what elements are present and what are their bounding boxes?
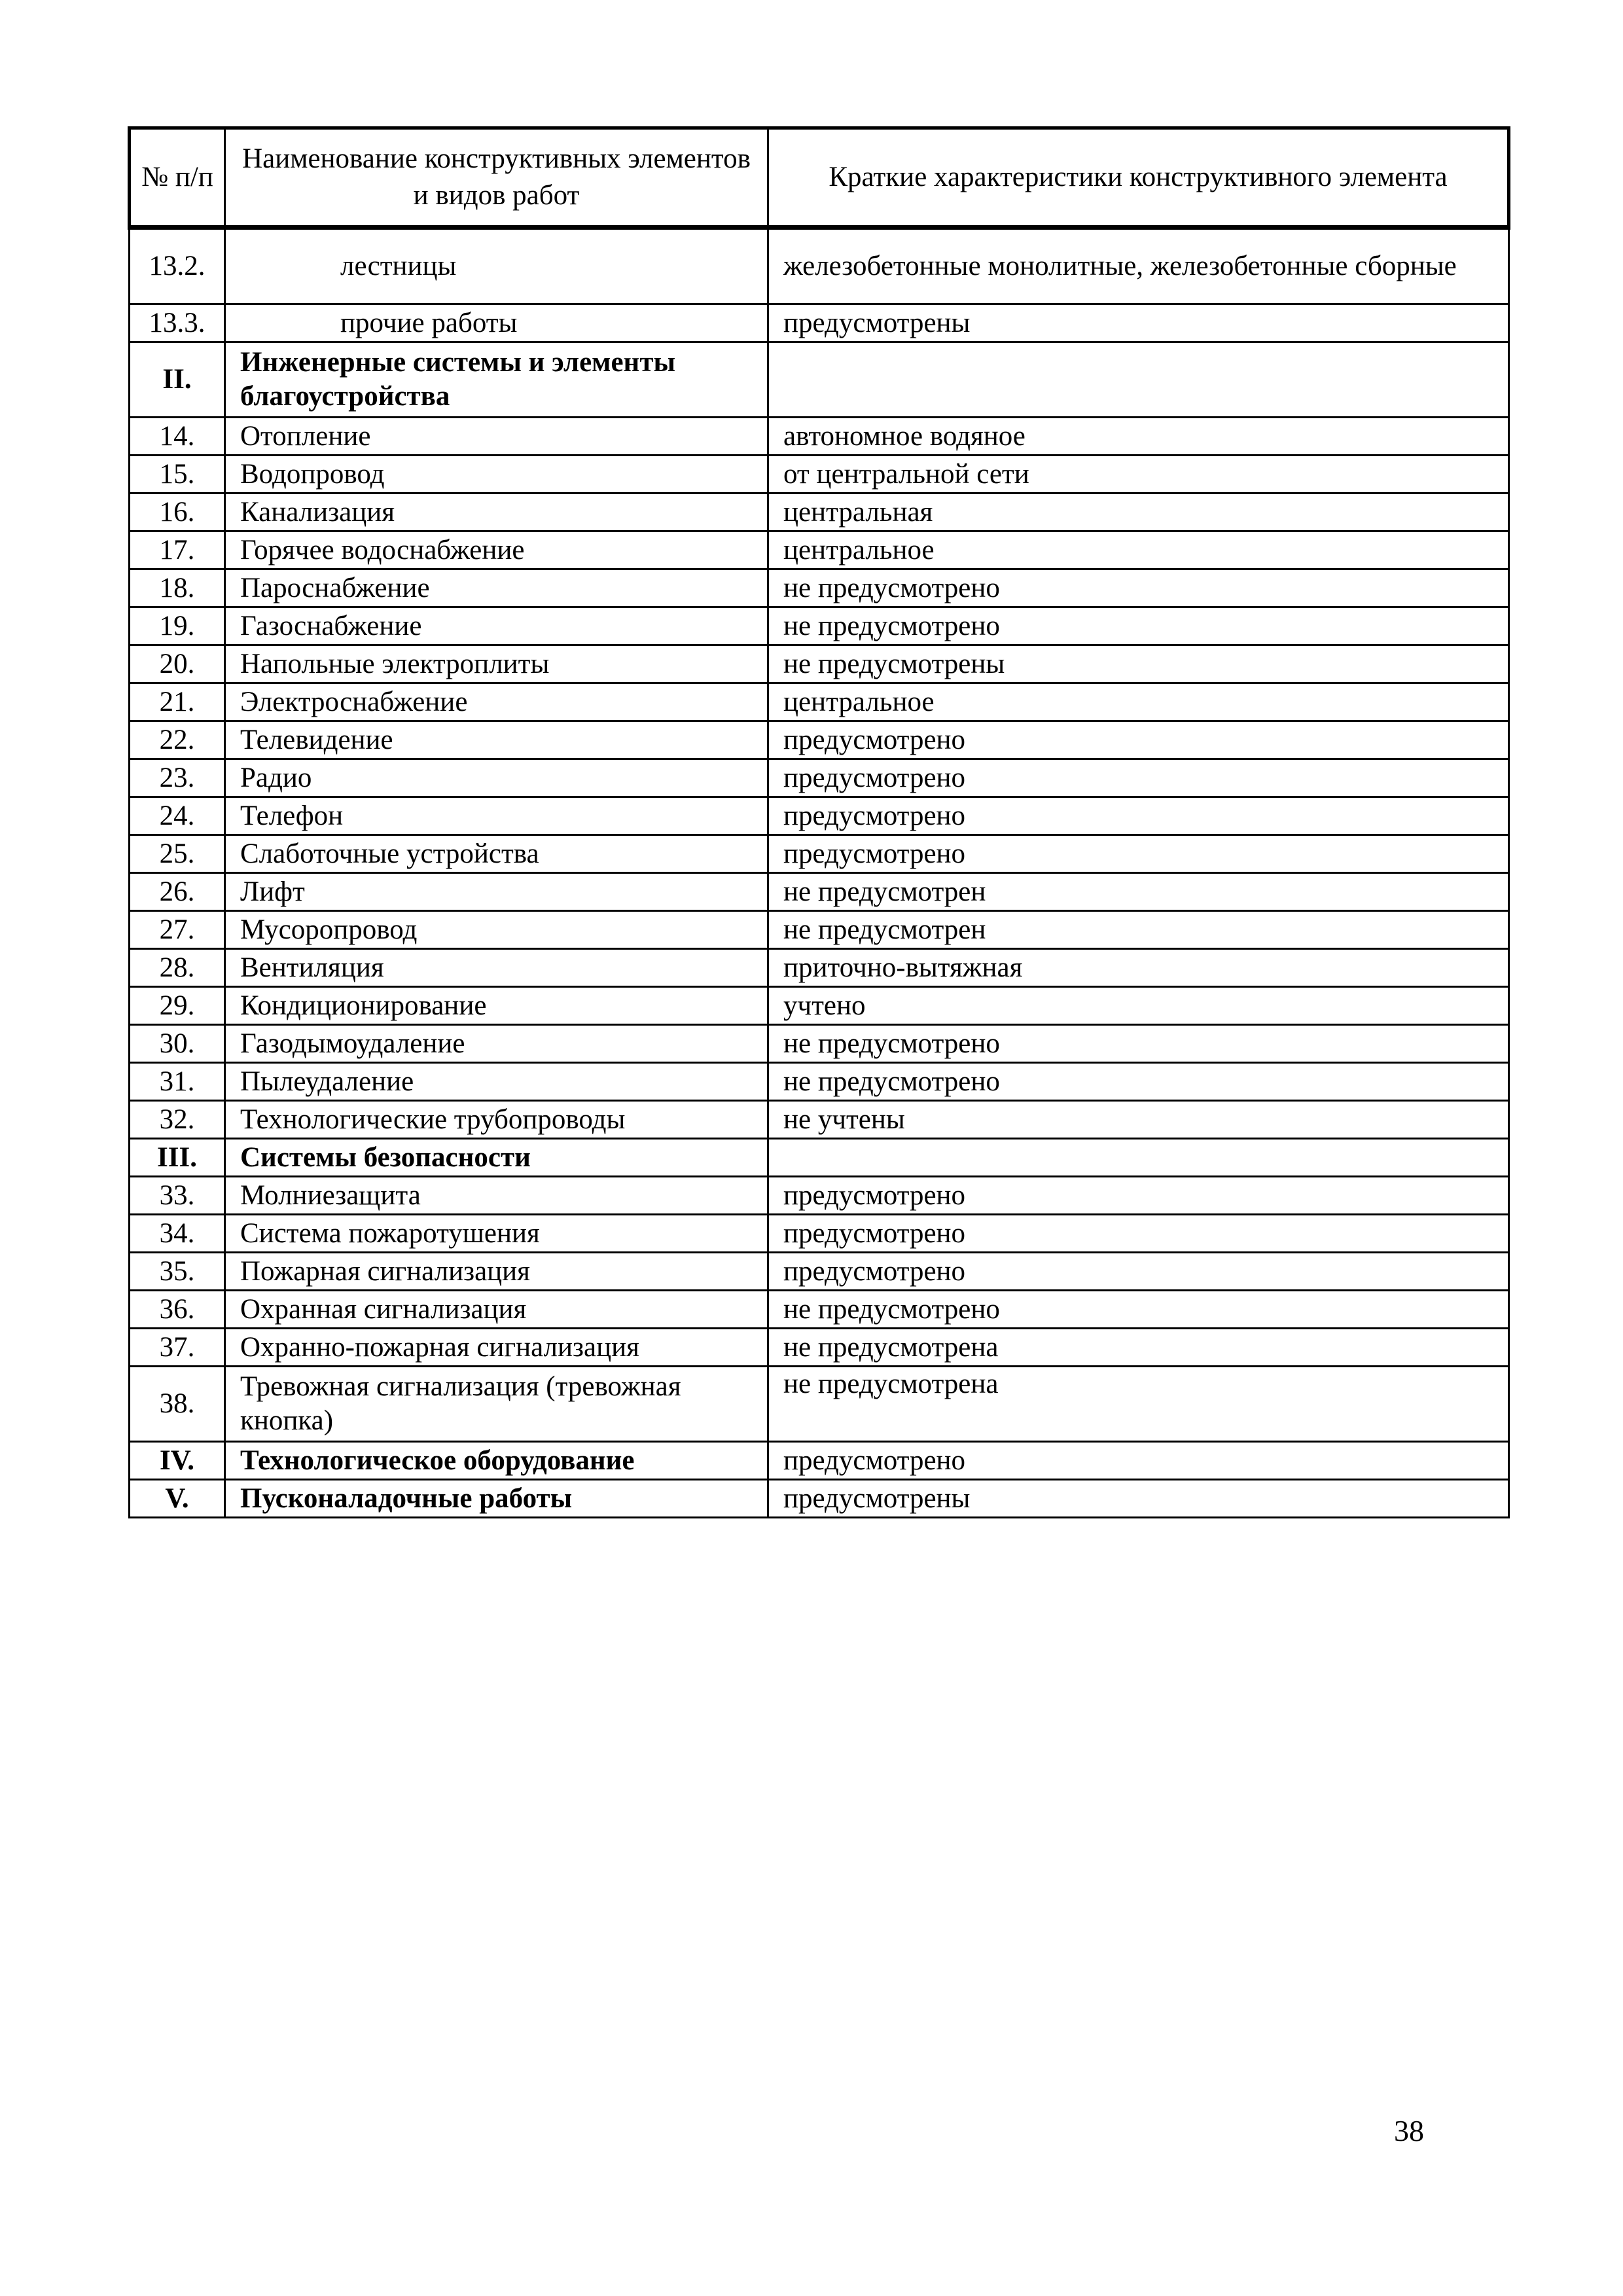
row-number: 22. [130,721,225,759]
section-number: III. [130,1139,225,1177]
table-row [130,531,1509,569]
table-row [130,873,1509,911]
row-characteristics: не предусмотрено [768,1025,1509,1063]
row-number: 31. [130,1063,225,1101]
row-number: 23. [130,759,225,797]
row-number: 26. [130,873,225,911]
table-row [130,1063,1509,1101]
section-row-commissioning-works [130,1480,1509,1518]
row-characteristics: не предусмотрено [768,1291,1509,1329]
row-number: 30. [130,1025,225,1063]
row-number: 27. [130,911,225,949]
row-number: 13.2. [130,228,225,304]
section-characteristics [768,342,1509,418]
row-characteristics: не предусмотрен [768,873,1509,911]
row-number: 38. [130,1367,225,1442]
row-element-name: Телевидение [225,721,768,759]
row-number: 35. [130,1253,225,1291]
header-number: № п/п [130,128,225,228]
row-characteristics: железобетонные монолитные, железобетонные сборные [768,228,1509,304]
section-row-security-systems [130,1139,1509,1177]
row-element-name: Пожарная сигнализация [225,1253,768,1291]
row-element-name: Канализация [225,493,768,531]
row-number: 18. [130,569,225,607]
row-element-name: Вентиляция [225,949,768,987]
section-row-engineering-systems [130,342,1509,418]
row-characteristics: учтено [768,987,1509,1025]
table-row [130,911,1509,949]
row-element-name: Слаботочные устройства [225,835,768,873]
row-element-name: Электроснабжение [225,683,768,721]
table-row [130,1367,1509,1442]
row-element-name: Охранная сигнализация [225,1291,768,1329]
section-characteristics: предусмотрено [768,1442,1509,1480]
row-number: 37. [130,1329,225,1367]
row-characteristics: предусмотрены [768,304,1509,342]
section-row-technological-equipment [130,1442,1509,1480]
row-number: 34. [130,1215,225,1253]
row-element-name: Лифт [225,873,768,911]
row-number: 13.3. [130,304,225,342]
table-row [130,645,1509,683]
table-row [130,1177,1509,1215]
table-row [130,228,1509,304]
row-element-name: Система пожаротушения [225,1215,768,1253]
row-number: 16. [130,493,225,531]
row-element-name: Тревожная сигнализация (тревожная кнопка) [225,1367,768,1442]
row-number: 32. [130,1101,225,1139]
section-title: Технологическое оборудование [225,1442,768,1480]
row-number: 24. [130,797,225,835]
row-element-name: лестницы [225,228,768,304]
row-characteristics: не предусмотрено [768,1063,1509,1101]
row-characteristics: не предусмотрено [768,607,1509,645]
row-element-name: Газодымоудаление [225,1025,768,1063]
row-number: 14. [130,418,225,456]
table-row [130,1215,1509,1253]
row-number: 21. [130,683,225,721]
table-row [130,1253,1509,1291]
table-row [130,569,1509,607]
row-number: 36. [130,1291,225,1329]
row-characteristics: не предусмотрена [768,1329,1509,1367]
header-characteristics: Краткие характеристики конструктивного элемента [768,128,1509,228]
row-characteristics: предусмотрено [768,797,1509,835]
table-row [130,835,1509,873]
row-number: 20. [130,645,225,683]
row-element-name: Охранно-пожарная сигнализация [225,1329,768,1367]
row-element-name: Радио [225,759,768,797]
row-number: 19. [130,607,225,645]
row-element-name: Мусоропровод [225,911,768,949]
row-number: 17. [130,531,225,569]
section-characteristics: предусмотрены [768,1480,1509,1518]
row-characteristics: не предусмотрены [768,645,1509,683]
row-characteristics: предусмотрено [768,721,1509,759]
table-row [130,721,1509,759]
row-element-name: Газоснабжение [225,607,768,645]
row-number: 15. [130,456,225,493]
table-row [130,759,1509,797]
row-element-name: Технологические трубопроводы [225,1101,768,1139]
row-element-name: Напольные электроплиты [225,645,768,683]
table-row [130,1291,1509,1329]
row-element-name: Отопление [225,418,768,456]
table-row [130,683,1509,721]
table-row [130,456,1509,493]
table-header-row [130,128,1509,228]
row-element-name: Кондиционирование [225,987,768,1025]
row-characteristics: предусмотрено [768,835,1509,873]
row-characteristics: предусмотрено [768,759,1509,797]
row-characteristics: не предусмотрено [768,569,1509,607]
table-row [130,1025,1509,1063]
row-element-name: Молниезащита [225,1177,768,1215]
row-element-name: Пароснабжение [225,569,768,607]
section-number: V. [130,1480,225,1518]
section-title: Инженерные системы и элементы благоустройства [225,342,768,418]
table-row [130,987,1509,1025]
table-row [130,607,1509,645]
table-row [130,1329,1509,1367]
section-number: IV. [130,1442,225,1480]
row-characteristics: автономное водяное [768,418,1509,456]
row-characteristics: от центральной сети [768,456,1509,493]
table-row [130,418,1509,456]
section-title: Системы безопасности [225,1139,768,1177]
section-characteristics [768,1139,1509,1177]
page-number: 38 [1394,2114,1424,2147]
row-number: 33. [130,1177,225,1215]
row-characteristics: не предусмотрен [768,911,1509,949]
table-row [130,304,1509,342]
row-number: 28. [130,949,225,987]
row-characteristics: не предусмотрена [768,1367,1509,1442]
row-characteristics: предусмотрено [768,1177,1509,1215]
table-row [130,949,1509,987]
table-row [130,797,1509,835]
row-element-name: Горячее водоснабжение [225,531,768,569]
table-row [130,1101,1509,1139]
row-characteristics: центральное [768,531,1509,569]
row-element-name: Пылеудаление [225,1063,768,1101]
row-characteristics: центральное [768,683,1509,721]
row-number: 25. [130,835,225,873]
table-row [130,493,1509,531]
row-element-name: Водопровод [225,456,768,493]
section-title: Пусконаладочные работы [225,1480,768,1518]
row-characteristics: приточно-вытяжная [768,949,1509,987]
row-characteristics: предусмотрено [768,1215,1509,1253]
row-characteristics: предусмотрено [768,1253,1509,1291]
header-element-name: Наименование конструктивных элементов и видов работ [225,128,768,228]
row-element-name: прочие работы [225,304,768,342]
row-number: 29. [130,987,225,1025]
construction-elements-table [128,126,1510,1518]
row-characteristics: центральная [768,493,1509,531]
row-characteristics: не учтены [768,1101,1509,1139]
row-element-name: Телефон [225,797,768,835]
section-number: II. [130,342,225,418]
